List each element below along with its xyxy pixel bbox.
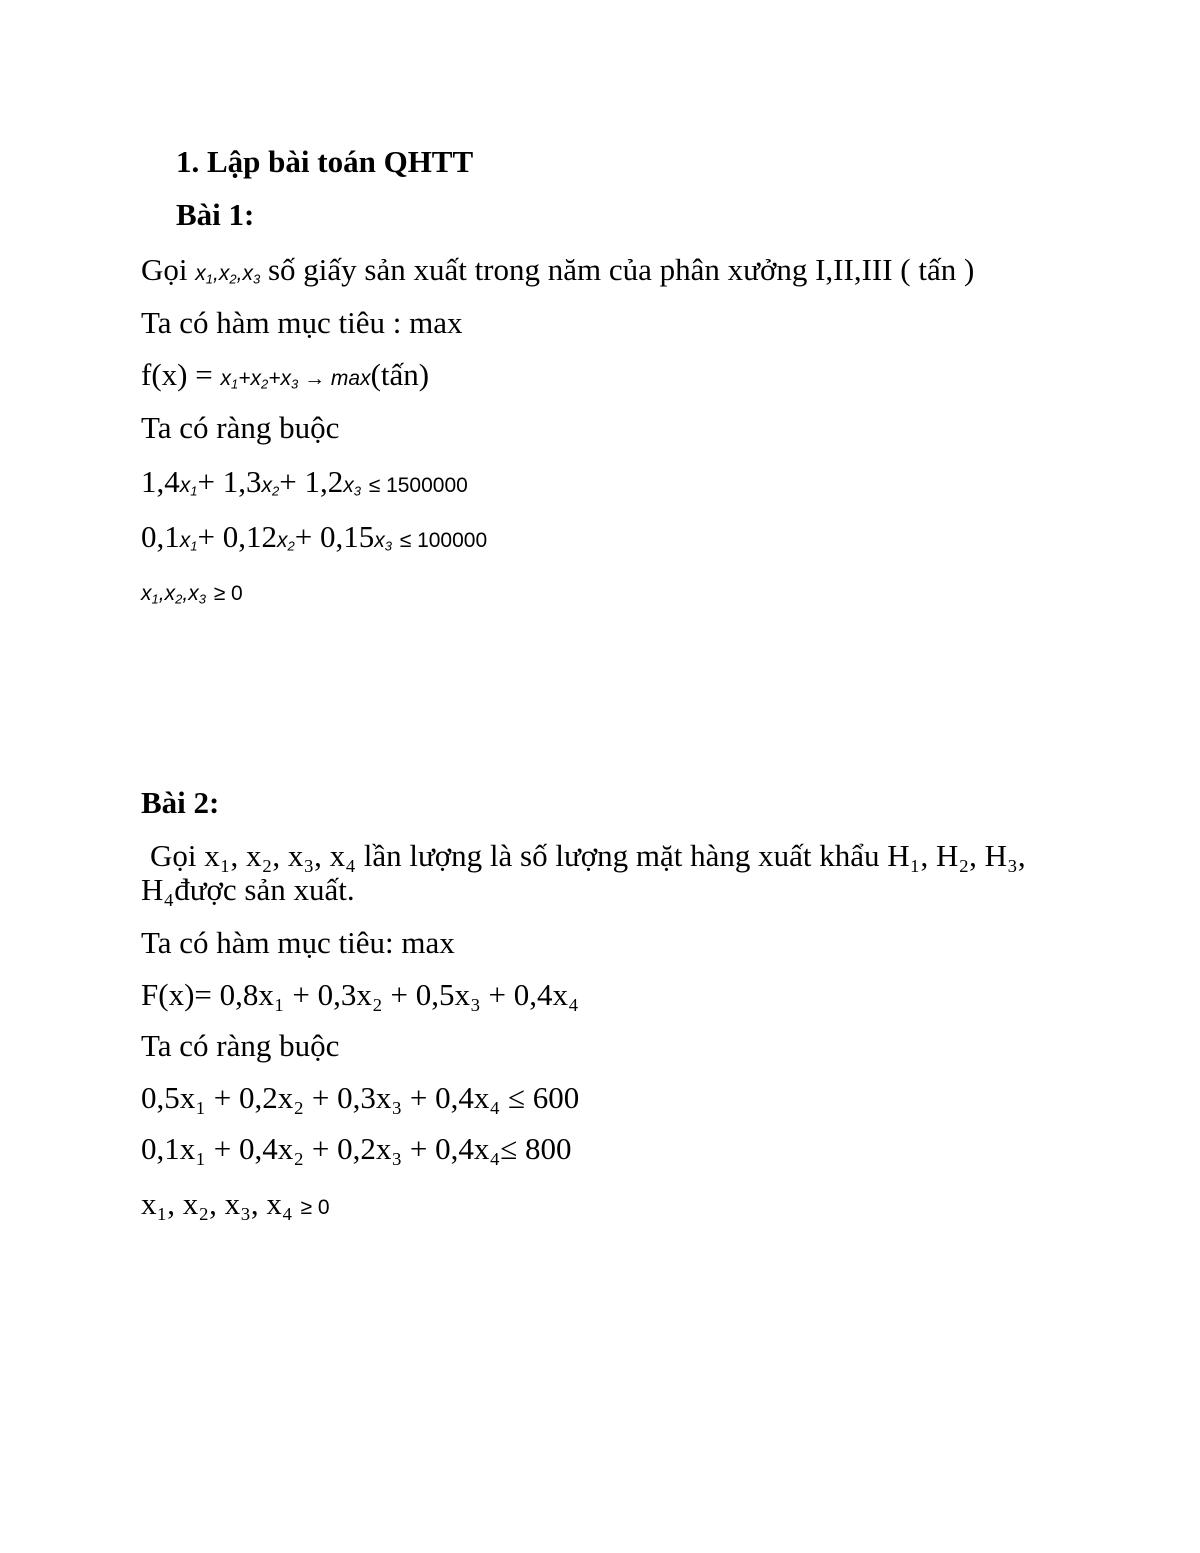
exercise-1-constraint-2: $0,1x_1+ 0,12x_2+ 0,15x_3 \le 100000$	[141, 519, 488, 554]
exercise-1-constraints-label: Ta có ràng buộc	[141, 410, 340, 445]
exercise-1-heading: Bài 1:	[176, 197, 255, 232]
exercise-1-nonnegativity: $x_1,x_2,x_3 \ge 0$	[141, 582, 243, 607]
exercise-2-objective: F(x)= 0,8x₁ + 0,3x₂ + 0,5x₃ + 0,4x₄	[141, 977, 579, 1012]
section-heading: 1. Lập bài toán QHTT	[176, 144, 474, 179]
exercise-2-objective-label: Ta có hàm mục tiêu: max	[141, 925, 455, 960]
intro-text: số giấy sản xuất trong năm của phân xưởng I,II,III ( tấn )	[267, 252, 975, 287]
exercise-2-intro-line-1: Gọi x₁, x₂, x₃, x₄ lần lượng là số lượng mặt hàng xuất khẩu H₁, H₂, H₃,	[150, 838, 1026, 873]
exercise-2-constraints-label: Ta có ràng buộc	[141, 1028, 340, 1063]
intro-prefix: Gọi	[141, 252, 188, 287]
objective-unit: (tấn)	[370, 357, 430, 392]
exercise-2-constraint-2: 0,1x₁ + 0,4x₂ + 0,2x₃ + 0,4x₄≤ 800	[141, 1131, 572, 1166]
exercise-1-objective-label: Ta có hàm mục tiêu : max	[141, 305, 463, 340]
exercise-2-intro-line-2: H₄được sản xuất.	[141, 872, 355, 907]
objective-expression: $x_1+x_2+x_3 \to \max$	[220, 367, 371, 392]
exercise-1-objective	[141, 357, 429, 397]
intro-variables: $x_1,x_2,x_3$	[195, 262, 261, 287]
exercise-2-constraint-1: 0,5x₁ + 0,2x₂ + 0,3x₃ + 0,4x₄ ≤ 600	[141, 1080, 580, 1115]
exercise-2-nonnegativity: x₁, x₂, x₃, x₄ ≥ 0	[141, 1186, 330, 1221]
exercise-1-constraint-1: $1,4x_1+ 1,3x_2+ 1,2x_3 \le 1500000$	[141, 464, 468, 499]
exercise-2-heading: Bài 2:	[141, 785, 220, 820]
objective-prefix: f(x) =	[141, 357, 213, 392]
exercise-1-intro	[141, 252, 974, 292]
